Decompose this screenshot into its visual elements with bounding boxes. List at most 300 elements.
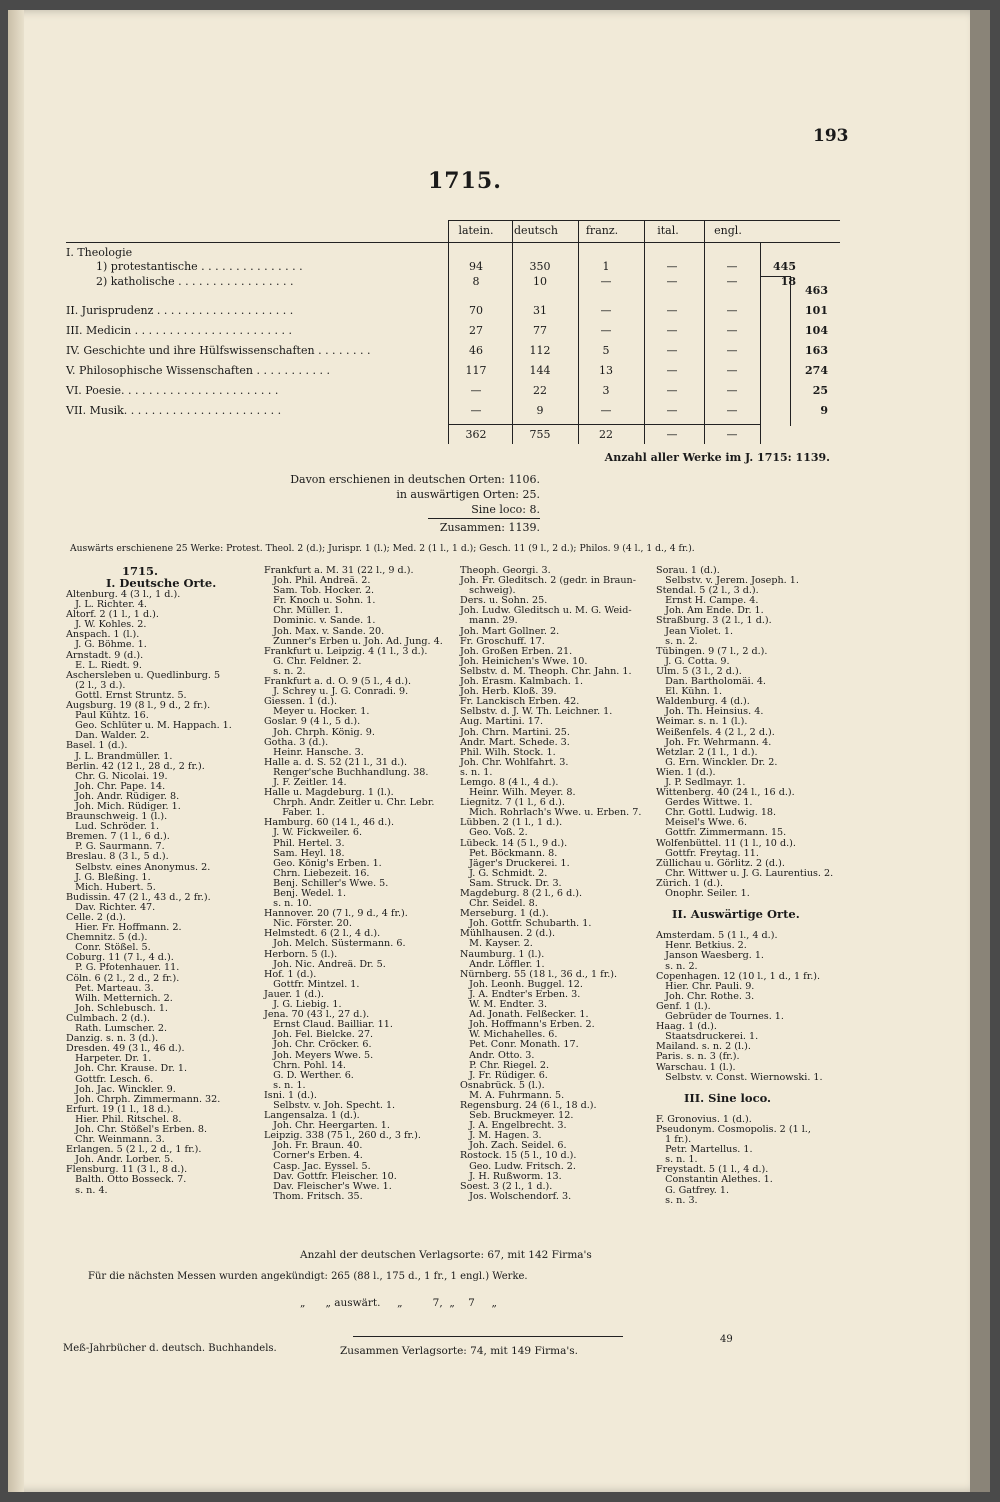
listing-line: Chrn. Pohl. 14. <box>264 1059 346 1071</box>
row-cell: 117 <box>465 364 487 377</box>
listing-line: Gottfr. Mintzel. 1. <box>264 978 360 990</box>
row-cell: — <box>666 364 678 377</box>
row-cell: 5 <box>602 344 610 357</box>
listing-line: Culmbach. 2 (d.). <box>66 1012 151 1024</box>
listing-line: Merseburg. 1 (d.). <box>460 908 549 920</box>
listing-line: Corner's Erben. 4. <box>264 1150 363 1162</box>
row-cell: — <box>600 304 612 317</box>
listing-line: J. G. Liebig. 1. <box>264 999 342 1011</box>
listing-line: J. A. Endter's Erben. 3. <box>460 988 581 1000</box>
listing-line: Aschersleben u. Quedlinburg. 5 <box>66 669 221 681</box>
listing-line: Rostock. 15 (5 l., 10 d.). <box>460 1150 577 1162</box>
listing-line: Paris. s. n. 3 (fr.). <box>656 1051 740 1063</box>
listing-line: Benj. Wedel. 1. <box>264 888 347 899</box>
summary-german: Davon erschienen in deutschen Orten: 1106. <box>290 473 540 486</box>
listing-line: Anspach. 1 (l.). <box>66 629 140 641</box>
row-cell: 27 <box>469 324 483 337</box>
row-cell: — <box>666 260 678 273</box>
listing-line: Joh. Chr. Wohlfahrt. 3. <box>460 756 569 768</box>
listing-line: J. F. Zeitler. 14. <box>264 776 347 788</box>
listing-line: Renger'sche Buchhandlung. 38. <box>264 766 429 778</box>
listing-line: Chrph. Andr. Zeitler u. Chr. Lebr. <box>264 797 435 809</box>
row-cell: — <box>666 324 678 337</box>
listing-line: Lübeck. 14 (5 l., 9 d.). <box>460 837 568 849</box>
listing-line: Hannover. 20 (7 l., 9 d., 4 fr.). <box>264 908 408 920</box>
listing-line: Gottfr. Freytag. 11. <box>656 847 759 859</box>
listing-line: Ad. Jonath. Felßecker. 1. <box>460 1009 589 1021</box>
listing-line: Andr. Mart. Schede. 3. <box>460 736 570 748</box>
listing-line: G. Ern. Winckler. Dr. 2. <box>656 756 778 768</box>
listing-line: Harpeter. Dr. 1. <box>66 1053 152 1065</box>
listing-line: J. W. Fickweiler. 6. <box>264 827 363 839</box>
listing-line: Arnstadt. 9 (d.). <box>66 649 144 661</box>
listing-line: Joh. Chr. Pape. 14. <box>66 780 166 792</box>
listing-line: Thom. Fritsch. 35. <box>264 1190 363 1202</box>
row-total: 101 <box>805 304 828 317</box>
listing-line: Geo. Ludw. Fritsch. 2. <box>460 1160 576 1172</box>
listing-line: P. Chr. Riegel. 2. <box>460 1059 550 1071</box>
listing-line: Joh. Chrph. Zimmermann. 32. <box>66 1093 221 1105</box>
listing-line: F. Gronovius. 1 (d.). <box>656 1113 752 1125</box>
listing-line: Hier. Phil. Ritschel. 8. <box>66 1113 182 1125</box>
row-cell: — <box>666 404 678 417</box>
listing-line: Selbstv. eines Anonymus. 2. <box>66 861 211 873</box>
listing-column-4 <box>656 566 833 1206</box>
listing-line: Joh. Chr. Rothe. 3. <box>656 990 755 1002</box>
publisher-totals-sum: Zusammen Verlagsorte: 74, mit 149 Firma's. <box>340 1345 578 1357</box>
listing-line: Helmstedt. 6 (2 l., 4 d.). <box>264 928 381 940</box>
row-cell: 77 <box>533 324 547 337</box>
listing-line: J. G. Schmidt. 2. <box>460 867 548 879</box>
summary-total: Zusammen: 1139. <box>439 521 540 534</box>
listing-line: Jos. Wolschendorf. 3. <box>460 1190 572 1202</box>
listing-line: J. M. Hagen. 3. <box>460 1130 542 1142</box>
listing-line: Chr. Gottl. Ludwig. 18. <box>656 807 777 819</box>
row-label: 1) protestantische . . . . . . . . . . . . . . . <box>96 260 303 273</box>
listing-line: I. Deutsche Orte. <box>66 576 217 590</box>
listing-line: Staatsdruckerei. 1. <box>656 1031 759 1043</box>
listing-line: III. Sine loco. <box>656 1090 772 1105</box>
listing-line: Aug. Martini. 17. <box>460 716 544 728</box>
listing-line: Breslau. 8 (3 l., 5 d.). <box>66 851 169 863</box>
listing-line: Pet. Conr. Monath. 17. <box>460 1039 579 1051</box>
listing-line: Hier. Fr. Hoffmann. 2. <box>66 922 182 934</box>
listing-line: Faber. 1. <box>264 807 325 819</box>
next-fairs-note: Für die nächsten Messen wurden angekündigt: 265 (88 l., 175 d., 1 fr., 1 engl.) Werke. <box>88 1271 528 1282</box>
listing-line: Wilh. Metternich. 2. <box>66 992 173 1004</box>
listing-line: Joh. Erasm. Kalmbach. 1. <box>460 676 584 688</box>
listing-line: Joh. Chr. Stößel's Erben. 8. <box>66 1123 208 1135</box>
listing-line: Wolfenbüttel. 11 (1 l., 10 d.). <box>656 837 796 849</box>
listing-line: Naumburg. 1 (l.). <box>460 948 545 960</box>
listing-line: G. Gatfrey. 1. <box>656 1184 730 1196</box>
listing-line: Regensburg. 24 (6 l., 18 d.). <box>460 1099 597 1111</box>
listing-line: J. W. Kohles. 2. <box>66 619 147 631</box>
listing-line: G. D. Werther. 6. <box>264 1069 354 1081</box>
book-page <box>8 10 970 1492</box>
row-total: 25 <box>812 384 828 397</box>
listing-line: Weimar. s. n. 1 (l.). <box>656 716 748 728</box>
listing-line: Joh. Jac. Winckler. 9. <box>66 1083 176 1095</box>
listing-line: Joh. Chr. Heergarten. 1. <box>264 1120 390 1132</box>
listing-line: Dav. Fleischer's Wwe. 1. <box>264 1180 392 1192</box>
listing-line: Liegnitz. 7 (1 l., 6 d.). <box>460 797 565 809</box>
listing-line: Freystadt. 5 (1 l., 4 d.). <box>656 1164 769 1176</box>
book-spine-shadow <box>8 10 24 1492</box>
listing-line: Frankfurt a. M. 31 (22 l., 9 d.). <box>264 565 414 576</box>
listing-line: Pet. Marteau. 3. <box>66 982 154 994</box>
listing-line: Geo. Voß. 2. <box>460 827 528 839</box>
listing-line: Selbstv. d. J. W. Th. Leichner. 1. <box>460 706 613 718</box>
listing-line: J. P. Sedlmayr. 1. <box>656 776 746 788</box>
listing-line: Joh. Chr. Krause. Dr. 1. <box>66 1063 188 1075</box>
listing-line: Joh. Herb. Kloß. 39. <box>460 686 557 698</box>
listing-line: J. Fr. Rüdiger. 6. <box>460 1069 548 1081</box>
row-label: 2) katholische . . . . . . . . . . . . . . . . . <box>96 275 294 288</box>
listing-line: Joh. Schlebusch. 1. <box>66 1002 168 1014</box>
listing-line: Geo. Schlüter u. M. Happach. 1. <box>66 720 232 732</box>
listing-line: Halle u. Magdeburg. 1 (l.). <box>264 787 394 799</box>
row-total: 274 <box>805 364 828 377</box>
row-cell: 9 <box>536 404 544 417</box>
listing-line: Ernst H. Campe. 4. <box>656 595 759 607</box>
row-label: VII. Musik. . . . . . . . . . . . . . . . . . . . . . . <box>66 404 282 417</box>
table-header-rule <box>66 242 840 243</box>
listing-line: Warschau. 1 (l.). <box>656 1061 736 1073</box>
listing-column-3 <box>460 566 641 1202</box>
listing-line: Chr. Weinmann. 3. <box>66 1134 165 1146</box>
row-cell: 70 <box>469 304 483 317</box>
listing-line: Pseudonym. Cosmopolis. 2 (1 l., <box>656 1123 811 1135</box>
row-subtotal: 445 <box>773 260 796 273</box>
listing-line: Frankfurt a. d. O. 9 (5 l., 4 d.). <box>264 676 412 688</box>
listing-line: Joh. Fr. Braun. 40. <box>264 1140 363 1152</box>
listing-line: Heinr. Wilh. Meyer. 8. <box>460 787 576 799</box>
listing-line: Ders. u. Sohn. 25. <box>460 595 548 607</box>
col-total-german: 755 <box>529 428 551 441</box>
listing-line: Dominic. v. Sande. 1. <box>264 615 376 627</box>
listing-line: Meyer u. Hocker. 1. <box>264 706 370 718</box>
row-label: VI. Poesie. . . . . . . . . . . . . . . . . . . . . . . <box>66 384 279 397</box>
listing-line: Haag. 1 (d.). <box>656 1021 717 1033</box>
row-cell: — <box>666 275 678 288</box>
col-total-french: 22 <box>599 428 613 441</box>
listing-line: Joh. Andr. Rüdiger. 8. <box>66 790 180 802</box>
footer-signature: 49 <box>720 1334 733 1345</box>
listing-line: Tübingen. 9 (7 l., 2 d.). <box>656 645 768 657</box>
listing-line: Joh. Am Ende. Dr. 1. <box>656 605 764 617</box>
listing-line: Mich. Hubert. 5. <box>66 881 156 893</box>
page-number: 193 <box>813 126 849 146</box>
listing-line: Gotha. 3 (d.). <box>264 736 329 748</box>
listing-line: s. n. 10. <box>264 898 312 910</box>
summary-sine-loco: Sine loco: 8. <box>471 503 540 516</box>
listing-line: J. G. Böhme. 1. <box>66 639 147 651</box>
listing-line: Giessen. 1 (d.). <box>264 696 338 708</box>
listing-line: Jäger's Druckerei. 1. <box>460 857 570 869</box>
publisher-totals <box>300 1215 592 1391</box>
row-cell: 1 <box>602 260 610 273</box>
col-total-english: — <box>726 428 738 441</box>
listing-line: Joh. Heinichen's Wwe. 10. <box>460 655 588 667</box>
listing-line: Chr. G. Nicolai. 19. <box>66 770 168 782</box>
listing-line: Joh. Th. Heinsius. 4. <box>656 706 764 718</box>
listing-line: Dan. Bartholomäi. 4. <box>656 676 766 688</box>
listing-line: s. n. 1. <box>460 766 493 778</box>
publisher-totals-german: Anzahl der deutschen Verlagsorte: 67, mit 142 Firma's <box>300 1249 592 1261</box>
listing-line: Joh. Hoffmann's Erben. 2. <box>460 1019 595 1031</box>
listing-line: Ernst Claud. Bailliar. 11. <box>264 1019 393 1031</box>
listing-line: Joh. Max. v. Sande. 20. <box>264 625 385 637</box>
row-cell: 8 <box>472 275 480 288</box>
row-cell: 3 <box>602 384 610 397</box>
page-edge <box>970 10 990 1492</box>
listing-line: Constantin Alethes. 1. <box>656 1174 773 1186</box>
listing-line: s. n. 2. <box>656 635 698 647</box>
listing-line: s. n. 1. <box>264 1079 306 1091</box>
row-cell: — <box>726 260 738 273</box>
row-cell: — <box>600 324 612 337</box>
listing-line: Onophr. Seiler. 1. <box>656 888 750 899</box>
listing-line: II. Auswärtige Orte. <box>656 907 800 922</box>
col-header-english: engl. <box>714 224 742 237</box>
listing-line: Chr. Wittwer u. J. G. Laurentius. 2. <box>656 867 834 879</box>
row-cell: 144 <box>529 364 551 377</box>
listing-line: J. Schrey u. J. G. Conradi. 9. <box>264 686 409 698</box>
listing-line: Joh. Chrn. Martini. 25. <box>460 726 570 738</box>
listing-line: M. Kayser. 2. <box>460 938 533 950</box>
footer-left: Meß-Jahrbücher d. deutsch. Buchhandels. <box>63 1343 277 1354</box>
listing-line: Gerdes Wittwe. 1. <box>656 797 753 809</box>
listing-line: Sam. Heyl. 18. <box>264 847 345 859</box>
listing-line: J. L. Richter. 4. <box>66 599 147 611</box>
row-cell: — <box>470 384 482 397</box>
listing-line: W. M. Endter. 3. <box>460 999 547 1011</box>
row-cell: — <box>726 275 738 288</box>
sum-rule <box>448 424 760 425</box>
row-cell: — <box>470 404 482 417</box>
listing-line: P. G. Pfotenhauer. 11. <box>66 962 180 974</box>
listing-line: Zunner's Erben u. Joh. Ad. Jung. 4. <box>264 635 443 647</box>
row-cell: — <box>726 364 738 377</box>
listing-line: Meisel's Wwe. 6. <box>656 817 748 829</box>
listing-line: Conr. Stößel. 5. <box>66 942 151 954</box>
row-cell: — <box>600 404 612 417</box>
listing-line: Selbstv. v. Const. Wiernowski. 1. <box>656 1071 823 1083</box>
listing-line: Altenburg. 4 (3 l., 1 d.). <box>66 589 181 600</box>
row-total: 9 <box>820 404 828 417</box>
listing-line: Joh. Meyers Wwe. 5. <box>264 1049 374 1061</box>
listing-line: P. G. Saurmann. 7. <box>66 841 165 853</box>
row-cell: — <box>726 404 738 417</box>
listing-line: Sam. Tob. Hocker. 2. <box>264 585 375 597</box>
row-subtotal: 18 <box>780 275 796 288</box>
listing-line: Geo. König's Erben. 1. <box>264 857 382 869</box>
listing-line: s. n. 2. <box>656 960 698 972</box>
col-header-german: deutsch <box>514 224 558 237</box>
listing-line: Amsterdam. 5 (1 l., 4 d.). <box>656 930 778 942</box>
listing-line: Waldenburg. 4 (d.). <box>656 696 750 708</box>
row-cell: 94 <box>469 260 483 273</box>
listing-line: Basel. 1 (d.). <box>66 740 128 752</box>
listing-line: Joh. Großen Erben. 21. <box>460 645 573 657</box>
col-header-latin: latein. <box>458 224 494 237</box>
row-label: I. Theologie <box>66 246 133 259</box>
col-total-italian: — <box>666 428 678 441</box>
listing-line: Joh. Ludw. Gleditsch u. M. G. Weid- <box>460 605 632 617</box>
listing-line: Selbstv. v. Jerem. Joseph. 1. <box>656 575 799 587</box>
listing-line: Dav. Gottfr. Fleischer. 10. <box>264 1170 397 1182</box>
listing-line: Henr. Betkius. 2. <box>656 940 747 952</box>
listing-line: Joh. Phil. Andreä. 2. <box>264 575 371 587</box>
listing-line: Mühlhausen. 2 (d.). <box>460 928 556 940</box>
listing-line: Andr. Otto. 3. <box>460 1049 535 1061</box>
row-cell: — <box>600 275 612 288</box>
listing-line: Bremen. 7 (1 l., 6 d.). <box>66 831 170 843</box>
listing-line: Stendal. 5 (2 l., 3 d.). <box>656 585 759 597</box>
listing-line: Paul Kühtz. 16. <box>66 710 149 722</box>
listing-line: Coburg. 11 (7 l., 4 d.). <box>66 952 174 964</box>
summary-block <box>278 473 540 536</box>
row-cell: 112 <box>529 344 551 357</box>
listing-line: Danzig. s. n. 3 (d.). <box>66 1033 159 1045</box>
publisher-totals-foreign: „ „ auswärt. „ 7, „ 7 „ <box>300 1297 497 1309</box>
listing-line: Joh. Nic. Andreä. Dr. 5. <box>264 958 386 970</box>
row-label: IV. Geschichte und ihre Hülfswissenschaften . . . . . . . . <box>66 344 371 357</box>
row-label: II. Jurisprudenz . . . . . . . . . . . . . . . . . . . . <box>66 304 294 317</box>
listing-line: Wetzlar. 2 (1 l., 1 d.). <box>656 746 758 758</box>
listing-line: Petr. Martellus. 1. <box>656 1144 753 1156</box>
listing-line: Joh. Chr. Cröcker. 6. <box>264 1039 372 1051</box>
listing-line: Straßburg. 3 (2 l., 1 d.). <box>656 615 772 627</box>
row-cell: — <box>666 304 678 317</box>
listing-line: Balth. Otto Bosseck. 7. <box>66 1174 187 1186</box>
listing-line: Hier. Chr. Pauli. 9. <box>656 980 755 992</box>
listing-line: Joh. Fr. Gleditsch. 2 (gedr. in Braun- <box>460 575 636 587</box>
listing-line: 1 fr.). <box>656 1134 692 1146</box>
listing-line: Ulm. 5 (3 l., 2 d.). <box>656 665 742 677</box>
listing-line: 1715. <box>66 564 159 578</box>
listing-line: Joh. Andr. Lorber. 5. <box>66 1154 174 1166</box>
listing-line: Joh. Mart Gollner. 2. <box>460 625 560 637</box>
listing-line: Janson Waesberg. 1. <box>656 950 764 962</box>
listing-line: Selbstv. v. Joh. Specht. 1. <box>264 1099 396 1111</box>
listing-line: Chrn. Liebezeit. 16. <box>264 867 370 879</box>
listing-line: Erlangen. 5 (2 l., 2 d., 1 fr.). <box>66 1144 202 1156</box>
listing-line: Joh. Zach. Seidel. 6. <box>460 1140 567 1152</box>
listing-line: Jean Violet. 1. <box>656 625 734 637</box>
col-header-french: franz. <box>585 224 619 237</box>
row-cell: — <box>726 304 738 317</box>
listing-line: Gebrüder de Tournes. 1. <box>656 1011 784 1023</box>
listing-line: Rath. Lumscher. 2. <box>66 1023 168 1035</box>
listing-line: Casp. Jac. Eyssel. 5. <box>264 1160 371 1172</box>
listing-line: Joh. Melch. Süstermann. 6. <box>264 938 406 950</box>
col-total-latin: 362 <box>465 428 487 441</box>
listing-line: Mailand. s. n. 2 (l.). <box>656 1041 751 1053</box>
total-works-line: Anzahl aller Werke im J. 1715: 1139. <box>604 451 830 464</box>
row-cell: 10 <box>533 275 547 288</box>
listing-line: J. H. Rußworm. 13. <box>460 1170 562 1182</box>
listing-line: Joh. Leonh. Buggel. 12. <box>460 978 583 990</box>
listing-line: Jauer. 1 (d.). <box>264 988 324 1000</box>
listing-line: Pet. Böckmann. 8. <box>460 847 558 859</box>
listing-line: Braunschweig. 1 (l.). <box>66 811 168 823</box>
listing-line: Hof. 1 (d.). <box>264 968 317 980</box>
listing-line: Gottfr. Lesch. 6. <box>66 1073 154 1085</box>
listing-line: Joh. Fr. Wehrmann. 4. <box>656 736 772 748</box>
listing-line: Copenhagen. 12 (10 l., 1 d., 1 fr.). <box>656 970 821 982</box>
listing-line: Nic. Förster. 20. <box>264 918 352 930</box>
summary-foreign: in auswärtigen Orten: 25. <box>396 488 540 501</box>
listing-column-1 <box>66 566 232 1196</box>
listing-line: Joh. Chrph. König. 9. <box>264 726 375 738</box>
listing-line: Sorau. 1 (d.). <box>656 565 720 576</box>
listing-line: Erfurt. 19 (1 l., 18 d.). <box>66 1103 174 1115</box>
row-cell: — <box>666 384 678 397</box>
listing-line: Benj. Schiller's Wwe. 5. <box>264 877 389 889</box>
listing-line: Phil. Wilh. Stock. 1. <box>460 746 556 758</box>
listing-line: J. L. Brandmüller. 1. <box>66 750 173 762</box>
row-label: III. Medicin . . . . . . . . . . . . . . . . . . . . . . . <box>66 324 292 337</box>
listing-line: Lud. Schröder. 1. <box>66 821 160 833</box>
listing-line: Frankfurt u. Leipzig. 4 (1 l., 3 d.). <box>264 645 428 657</box>
listing-line: Gottfr. Zimmermann. 15. <box>656 827 787 839</box>
listing-line: s. n. 2. <box>264 665 306 677</box>
listing-line: Dan. Walder. 2. <box>66 730 150 742</box>
listing-line: Wittenberg. 40 (24 l., 16 d.). <box>656 787 795 799</box>
col-header-italian: ital. <box>657 224 679 237</box>
listing-line: Theoph. Georgi. 3. <box>460 565 551 576</box>
listing-line: Berlin. 42 (12 l., 28 d., 2 fr.). <box>66 760 205 772</box>
listing-line: Soest. 3 (2 l., 1 d.). <box>460 1180 553 1192</box>
foreign-note: Auswärts erschienene 25 Werke: Protest. Theol. 2 (d.); Jurispr. 1 (l.); Med. 2 (1 l., 1 d.); Gesch. 11 (9 l., 2 d.); Philos. 9 (4 l., 1 d., 4 fr.). <box>70 543 695 554</box>
listing-line: Budissin. 47 (2 l., 43 d., 2 fr.). <box>66 891 211 903</box>
listing-line: Halle a. d. S. 52 (21 l., 31 d.). <box>264 756 408 768</box>
row-cell: — <box>666 344 678 357</box>
listing-line: Langensalza. 1 (d.). <box>264 1110 360 1122</box>
listing-line: Leipzig. 338 (75 l., 260 d., 3 fr.). <box>264 1130 421 1142</box>
row-label: V. Philosophische Wissenschaften . . . . . . . . . . . <box>66 364 330 377</box>
listing-line: Joh. Fel. Bielcke. 27. <box>264 1029 374 1041</box>
listing-line: Genf. 1 (l.). <box>656 1000 711 1012</box>
listing-line: Züllichau u. Görlitz. 2 (d.). <box>656 857 785 869</box>
listing-line: Jena. 70 (43 l., 27 d.). <box>264 1009 370 1021</box>
listing-line: Andr. Löffler. 1. <box>460 958 545 970</box>
listing-line: Fr. Groschuff. 17. <box>460 635 545 647</box>
listing-line: (2 l., 3 d.). <box>66 679 126 691</box>
row-cell: 13 <box>599 364 613 377</box>
listing-line: Heinr. Hansche. 3. <box>264 746 364 758</box>
listing-line: s. n. 1. <box>656 1154 698 1166</box>
row-cell: 31 <box>533 304 547 317</box>
listing-line: Chr. Seidel. 8. <box>460 898 538 910</box>
listing-line: mann. 29. <box>460 615 518 627</box>
listing-line: J. G. Cotta. 9. <box>656 655 730 667</box>
listing-line: s. n. 3. <box>656 1194 698 1206</box>
listing-line: Celle. 2 (d.). <box>66 912 126 923</box>
row-total: 104 <box>805 324 828 337</box>
listing-line: schweig). <box>460 585 516 597</box>
row-cell: 22 <box>533 384 547 397</box>
listing-line: Fr. Lanckisch Erben. 42. <box>460 696 580 708</box>
listing-line: J. G. Bleßing. 1. <box>66 871 151 883</box>
listing-line: Flensburg. 11 (3 l., 8 d.). <box>66 1164 188 1176</box>
listing-line: G. Chr. Feldner. 2. <box>264 655 362 667</box>
listing-line: Gottl. Ernst Struntz. 5. <box>66 689 187 701</box>
listing-line: J. A. Engelbrecht. 3. <box>460 1120 567 1132</box>
listing-line: Dresden. 49 (3 l., 46 d.). <box>66 1043 185 1055</box>
